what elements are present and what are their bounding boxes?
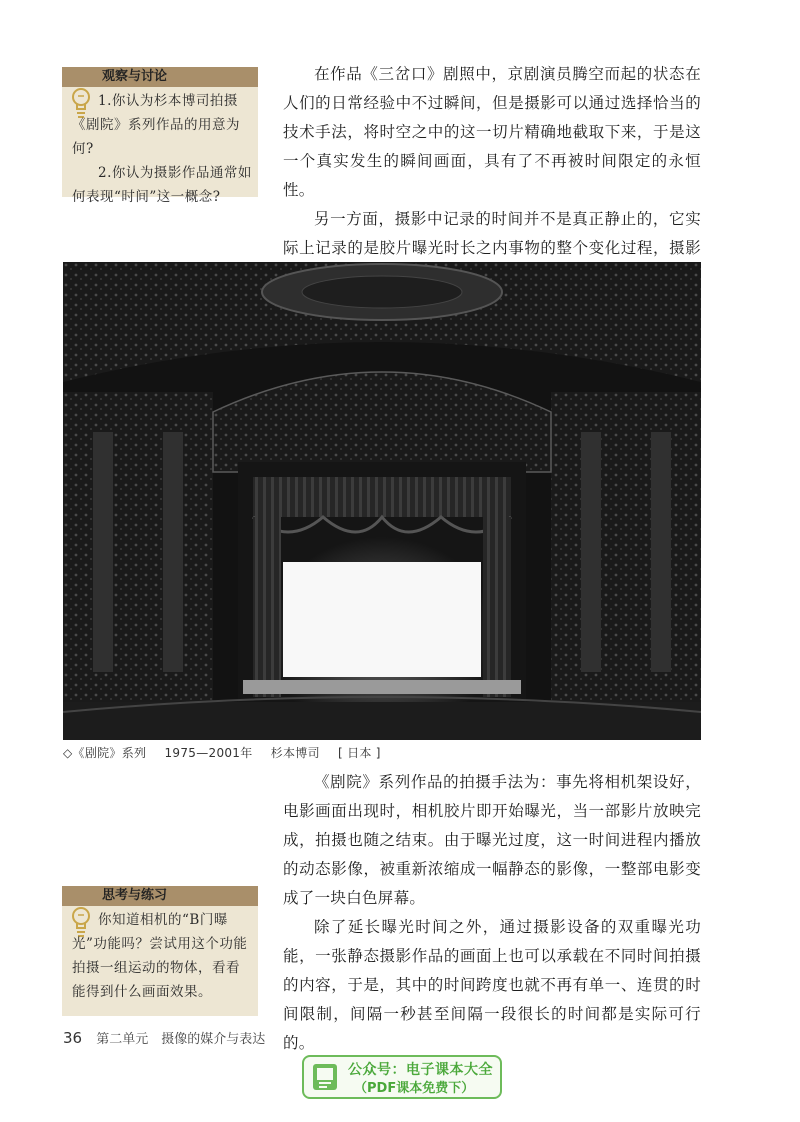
paragraph-sanchakou: 在作品《三岔口》剧照中，京剧演员腾空而起的状态在人们的日常经验中不过瞬间，但是摄影可以通过选择恰当的技术手法，将时空之中的这一切片精确地截取下来，于是这一个真实发生的瞬间画面，具有了不再被时间限定的永恒性。 bbox=[283, 65, 701, 199]
caption-country: [ 日本 ] bbox=[338, 746, 381, 760]
photo-caption bbox=[63, 744, 395, 761]
caption-years: 1975—2001年 bbox=[164, 746, 253, 760]
sidebar-discussion-body bbox=[72, 89, 252, 209]
sidebar-practice-title: 思考与练习 bbox=[102, 888, 168, 903]
sidebar-practice-body bbox=[72, 908, 252, 1004]
discussion-question-1: 1.你认为杉本博司拍摄《剧院》系列作品的用意为何? bbox=[72, 93, 240, 157]
watermark-line-2: （PDF课本免费下） bbox=[354, 1081, 475, 1096]
watermark-line-1: 公众号：电子课本大全 bbox=[348, 1062, 493, 1078]
page-number: 36 bbox=[63, 1029, 83, 1047]
main-text-bottom bbox=[283, 768, 701, 1058]
sidebar-discussion-box bbox=[62, 67, 258, 205]
practice-text: 你知道相机的“B门曝光”功能吗？尝试用这个功能拍摄一组运动的物体，看看能得到什么画面效果。 bbox=[72, 912, 248, 1000]
paragraph-double-exposure: 除了延长曝光时间之外，通过摄影设备的双重曝光功能，一张静态摄影作品的画面上也可以承载在不同时间拍摄的内容，于是，其中的时间跨度也就不再有单一、连贯的时间限制，间隔一秒甚至间隔一段很长的时间都是实际可行的。 bbox=[283, 918, 701, 1052]
sidebar-discussion-title: 观察与讨论 bbox=[102, 69, 168, 84]
paragraph-exposure-time: 另一方面，摄影中记录的时间并不是真正静止的，它实际上记录的是胶片曝光时长之内事物的整个变化过程，摄影 bbox=[283, 210, 701, 257]
discussion-question-2: 2.你认为摄影作品通常如何表现“时间”这一概念? bbox=[72, 165, 252, 205]
caption-artist: 杉本博司 bbox=[270, 746, 320, 760]
unit-title: 第二单元 摄像的媒介与表达 bbox=[96, 1032, 266, 1047]
theater-photo bbox=[63, 262, 701, 740]
page-footer bbox=[63, 1028, 265, 1047]
watermark-stamp bbox=[302, 1055, 502, 1099]
sidebar-practice-box bbox=[62, 886, 258, 1016]
main-text-top bbox=[283, 60, 701, 292]
paragraph-theater-method: 《剧院》系列作品的拍摄手法为：事先将相机架设好，电影画面出现时，相机胶片即开始曝光，当一部影片放映完成，拍摄也随之结束。由于曝光过度，这一时间进程内播放的动态影像，被重新浓缩成一幅静态的影像，一整部电影变成了一块白色屏幕。 bbox=[283, 773, 701, 907]
book-logo-icon bbox=[311, 1062, 339, 1092]
caption-title: ◇《剧院》系列 bbox=[63, 746, 147, 760]
